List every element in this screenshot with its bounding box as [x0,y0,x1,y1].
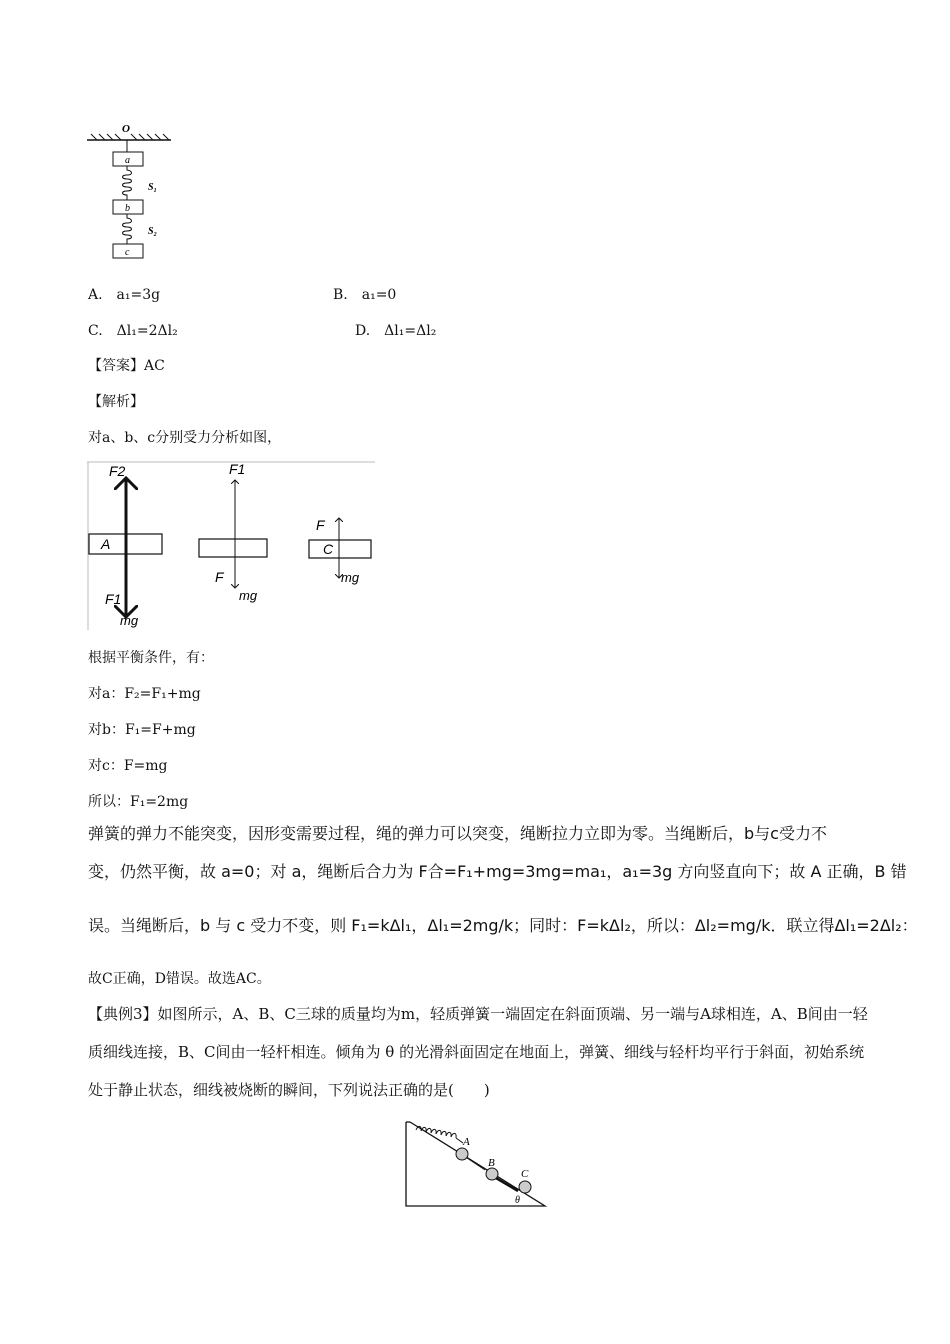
label-s2: S₂ [148,226,158,237]
label-f1-left: F1 [105,591,122,607]
explanation-line-3: 误。当绳断后，b 与 c 受力不变，则 F₁=kΔl₁，Δl₁=2mg/k；同时：F=kΔl₂，所以：Δl₂=mg/k．联立得Δl₁=2Δl₂： [88,916,918,935]
spring-s2 [123,214,132,244]
equation-b: 对b：F₁=F+mg [88,722,196,738]
label-mg-right: mg [341,570,360,585]
option-d: D. Δl₁=Δl₂ [355,323,437,339]
label-f-right: F [316,517,325,533]
label-s1: S₁ [148,182,158,193]
label-ball-b: B [488,1157,495,1169]
example-3-text: 【典例3】如图所示，A、B、C三球的质量均为m，轻质弹簧一端固定在斜面顶端、另一端与A球相连，A、B间由一轻质细线连接，B、C间由一轻杆相连。倾角为 θ 的光滑斜面固定在地面上，弹簧、细线与轻杆均平行于斜面，初始系统处于静止状态，细线被烧断的瞬间，下列说法正确的是( ) [88,1005,868,1099]
label-theta: θ [515,1195,520,1206]
incline-figure [400,1118,552,1210]
option-b: B. a₁=0 [333,287,397,303]
hanging-blocks-figure [85,118,175,268]
equation-a: 对a：F₂=F₁+mg [88,686,201,702]
label-mg-mid: mg [239,588,258,603]
option-c: C. Δl₁=2Δl₂ [88,323,178,339]
balance-text: 根据平衡条件，有： [88,650,214,666]
label-ball-a: A [463,1136,470,1148]
explanation-line-2: 变，仍然平衡，故 a=0；对 a，绳断后合力为 F合=F₁+mg=3mg=ma₁，a₁=3g 方向竖直向下；故 A 正确，B 错 [88,862,907,881]
option-a: A. a₁=3g [88,287,161,303]
block-b-force [199,539,267,557]
answer-line: 【答案】AC [88,358,165,374]
label-f-mid: F [215,569,224,585]
label-f1-mid: F1 [229,461,246,477]
label-b: b [125,203,130,214]
force-diagram-figure [87,460,375,630]
ball-c [519,1181,531,1193]
label-o: O [122,123,130,135]
label-f2: F2 [109,463,126,479]
explanation-line-1: 弹簧的弹力不能突变，因形变需要过程，绳的弹力可以突变，绳断拉力立即为零。当绳断后，b与c受力不 [88,824,827,843]
analysis-heading: 【解析】 [88,394,144,410]
label-mg-left: mg [120,613,139,628]
conclusion-text: 故C正确，D错误。故选AC。 [88,971,271,987]
intro-text: 对a、b、c分别受力分析如图， [88,430,282,446]
ball-a [456,1148,468,1160]
label-a-block: A [101,536,111,552]
label-ball-c: C [521,1168,529,1180]
label-c: c [125,247,130,258]
spring-s1 [123,166,132,200]
block-c-force [309,540,371,558]
label-a: a [125,155,130,166]
equation-so: 所以：F₁=2mg [88,794,189,810]
equation-c: 对c：F=mg [88,758,168,774]
spring [416,1126,456,1138]
label-c-block: C [323,541,334,557]
